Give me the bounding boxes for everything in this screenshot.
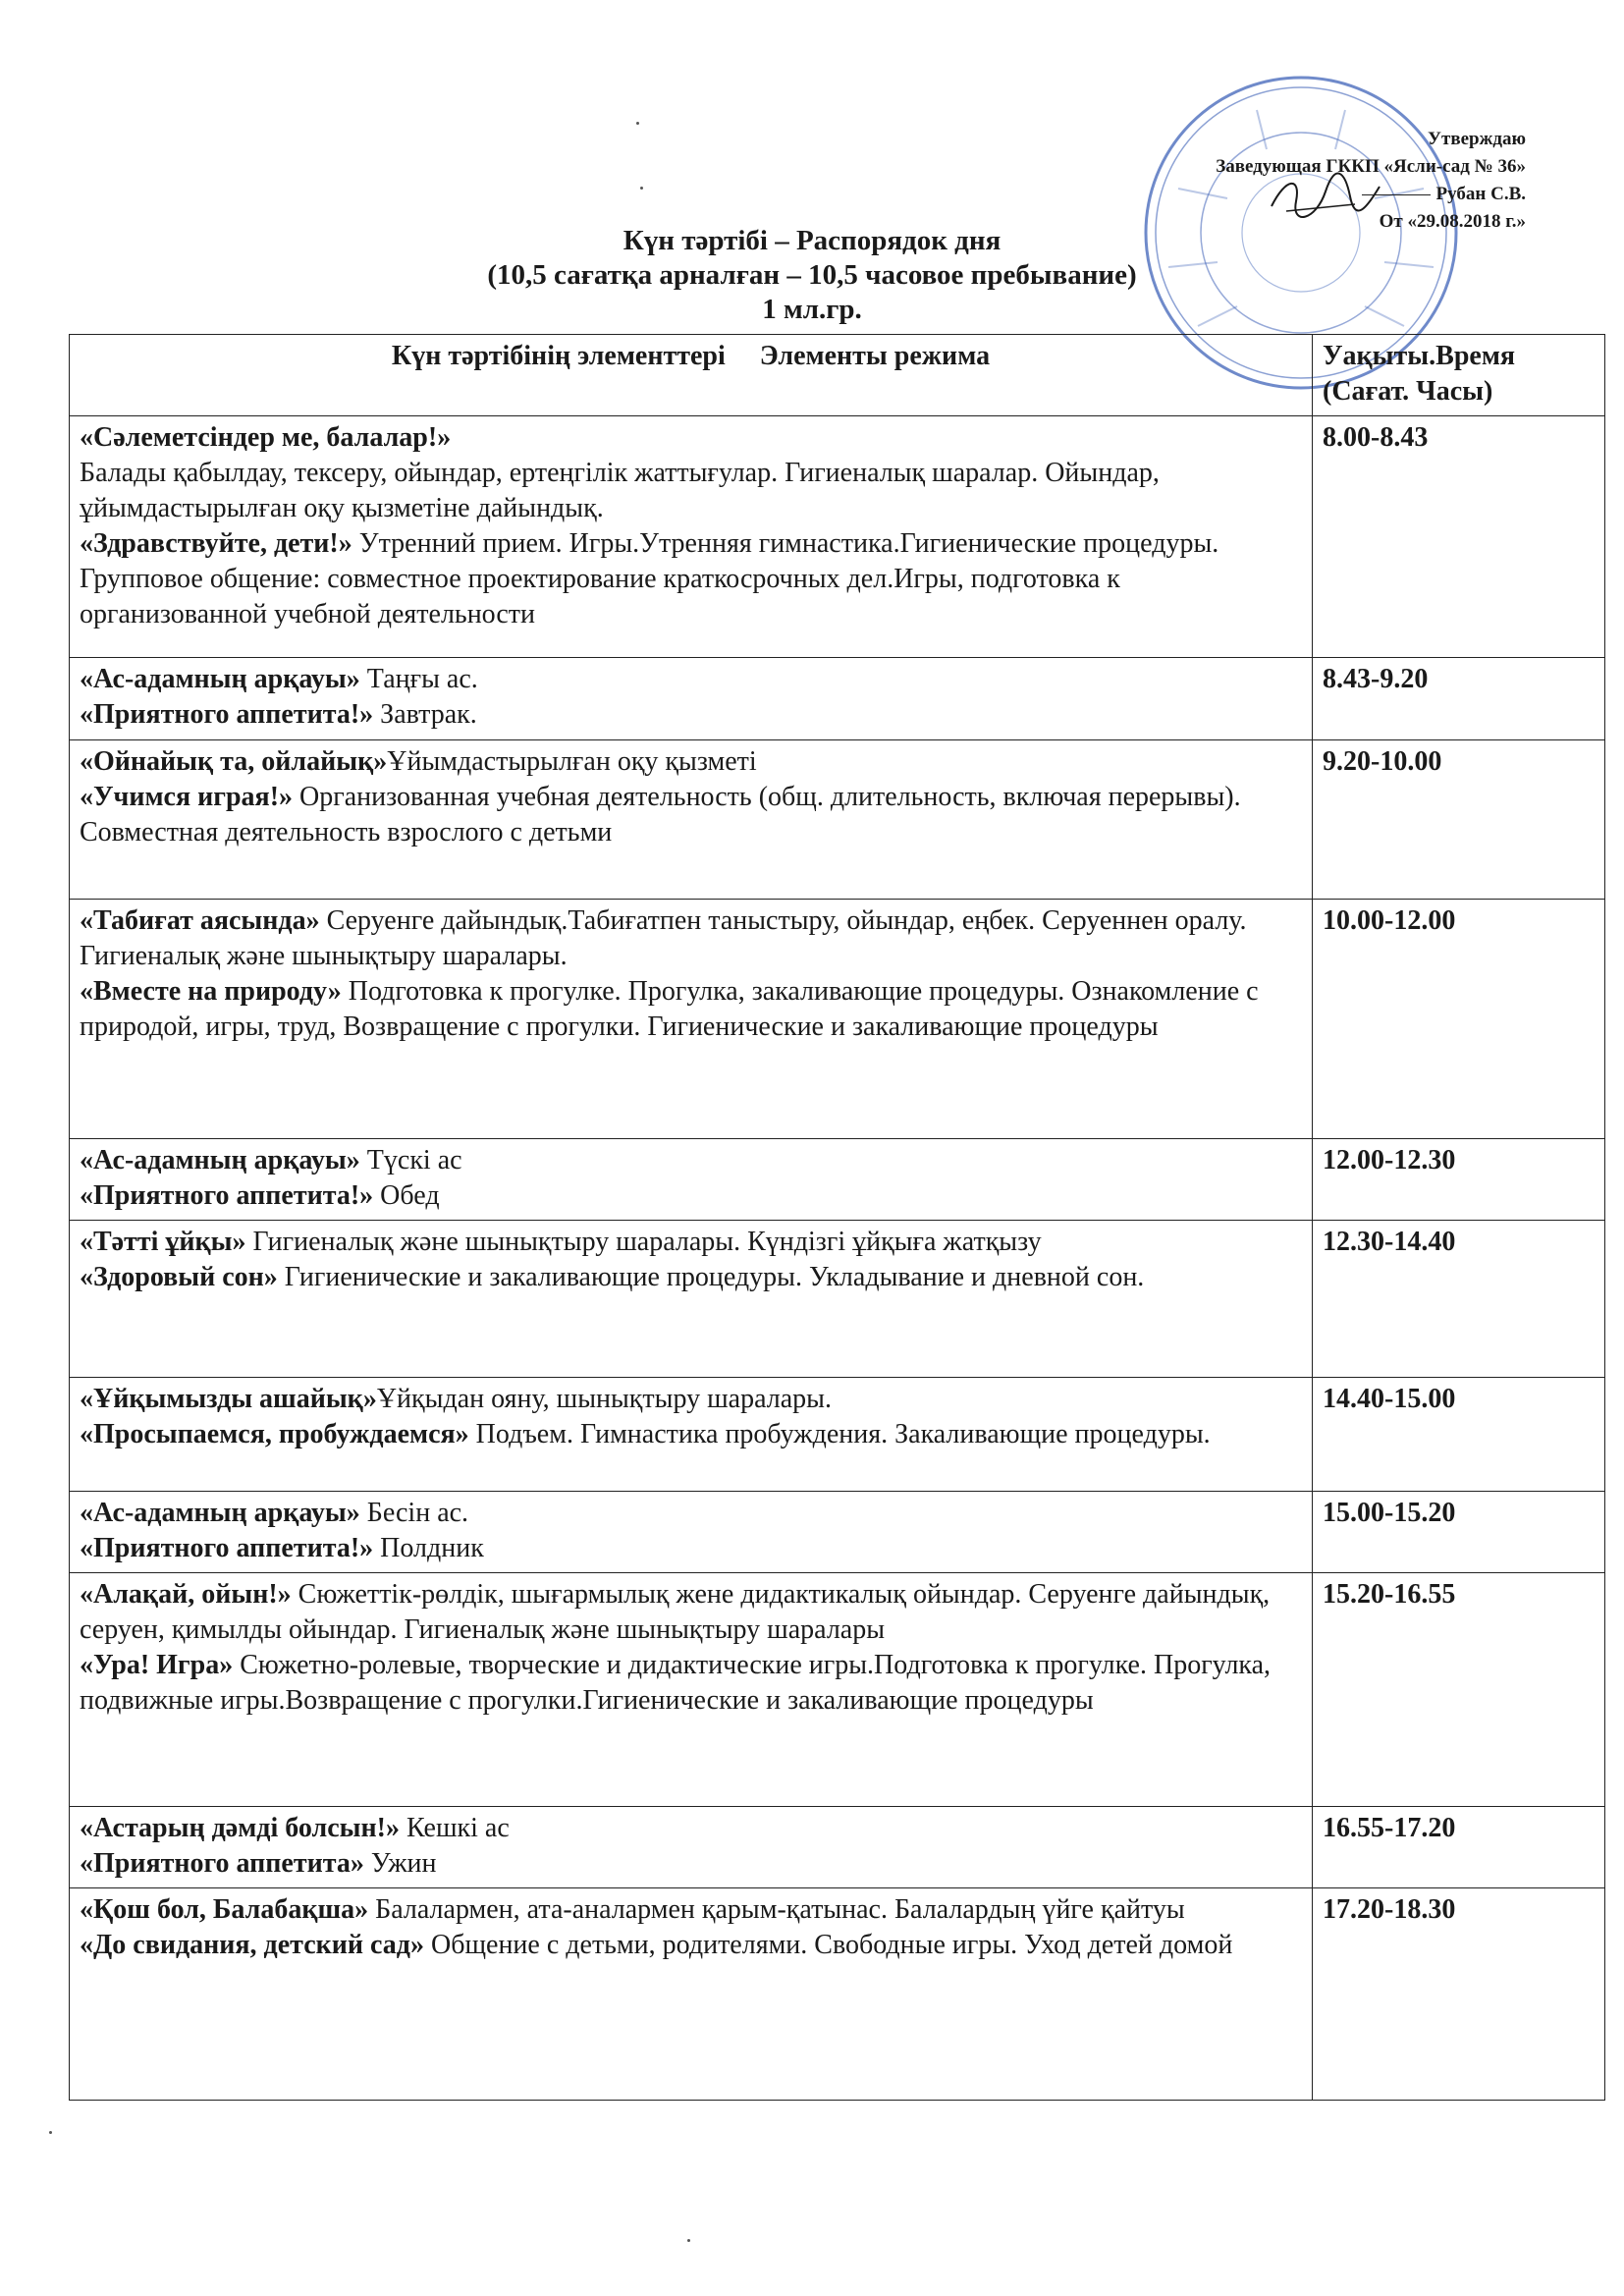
scan-speck [49,2131,52,2134]
activity-cell [70,1888,1313,2101]
kk-text: Ұйымдастырылған оқу қызметі [387,746,757,777]
ru-text: Ужин [363,1848,437,1879]
table-row [70,1139,1605,1221]
table-row [70,416,1605,658]
ru-title: «Приятного аппетита!» [80,1180,374,1211]
ru-text: Подготовка к прогулке. Прогулка, закаливающие процедуры. Ознакомление с природой, игры, труд, Возвращение с прогулки. Гигиенические и закаливающие процедуры [80,976,1259,1042]
ru-title: «Ура! Игра» [80,1650,234,1680]
time-cell: 12.30-14.40 [1313,1221,1605,1378]
document-subtitle: (10,5 сағатқа арналған – 10,5 часовое пребывание) [487,259,1137,291]
activity-cell [70,900,1313,1139]
table-row [70,900,1605,1139]
kk-title: «Ас-адамның арқауы» [80,1145,360,1175]
header-time-line1: Уақыты.Время [1323,341,1516,371]
scan-speck [687,2239,690,2242]
ru-text: Обед [373,1180,440,1211]
approval-title: Утверждаю [1428,129,1526,149]
table-row [70,1573,1605,1807]
time-cell: 14.40-15.00 [1313,1378,1605,1492]
ru-title: «Учимся играя!» [80,782,294,812]
table-header-row [70,335,1605,416]
ru-title: «Приятного аппетита!» [80,699,374,730]
ru-text: Завтрак. [373,699,477,730]
time-cell: 8.43-9.20 [1313,658,1605,740]
header-activity: Күн тәртібінің элементтері Элементы режима [70,335,1313,416]
activity-cell [70,658,1313,740]
ru-text: Организованная учебная деятельность (общ. длительность, включая перерывы). Совместная деятельность взрослого с детьми [80,782,1241,847]
activity-cell [70,416,1313,658]
document-title: Күн тәртібі – Распорядок дня [623,225,1001,256]
kk-title: «Ас-адамның арқауы» [80,1498,360,1528]
time-cell: 8.00-8.43 [1313,416,1605,658]
approval-name [1094,181,1526,208]
ru-text: Гигиенические и закаливающие процедуры. Укладывание и дневной сон. [277,1262,1145,1292]
ru-title: «Здоровый сон» [80,1262,278,1292]
time-cell: 16.55-17.20 [1313,1807,1605,1888]
kk-text: Таңғы ас. [359,664,478,694]
time-cell: 10.00-12.00 [1313,900,1605,1139]
table-row [70,658,1605,740]
time-cell: 9.20-10.00 [1313,740,1605,900]
kk-title: «Алақай, ойын!» [80,1579,292,1610]
kk-text: Кешкі ас [399,1813,510,1843]
kk-text: Серуенге дайындық.Табиғатпен таныстыру, ойындар, еңбек. Серуеннен оралу. Гигиеналық және шынықтыру шаралары. [80,905,1247,971]
activity-cell [70,1139,1313,1221]
kk-title: «Ұйқымызды ашайық» [80,1384,377,1414]
time-cell: 15.00-15.20 [1313,1492,1605,1573]
kk-title: «Сәлеметсіндер ме, балалар!» [80,422,452,453]
activity-cell [70,1807,1313,1888]
kk-title: «Астарың дәмді болсын!» [80,1813,400,1843]
kk-text: Бесін ас. [359,1498,469,1528]
kk-text: Балады қабылдау, тексеру, ойындар, ертеңгілік жаттығулар. Гигиеналық шаралар. Ойындар, ұйымдастырылған оқу қызметіне дайындық. [80,458,1160,523]
time-cell: 15.20-16.55 [1313,1573,1605,1807]
activity-cell [70,1573,1313,1807]
ru-title: «Просыпаемся, пробуждаемся» [80,1419,469,1449]
header-time-line2: (Сағат. Часы) [1323,376,1493,407]
kk-text: Балалармен, ата-аналармен қарым-қатынас. Балалардың үйге қайтуы [368,1894,1185,1925]
approval-name-text: Рубан С.В. [1435,184,1526,204]
activity-cell [70,740,1313,900]
table-row [70,1221,1605,1378]
scan-speck [636,122,639,125]
kk-title: «Ойнайық та, ойлайық» [80,746,388,777]
activity-cell [70,1378,1313,1492]
kk-text: Сюжеттік-рөлдік, шығармылық жене дидактикалық ойындар. Серуенге дайындық, серуен, қимылды ойындар. Гигиеналық және шынықтыру шаралары [80,1579,1271,1645]
activity-cell [70,1492,1313,1573]
time-cell: 17.20-18.30 [1313,1888,1605,2101]
kk-text: Ұйқыдан ояну, шынықтыру шаралары. [376,1384,832,1414]
ru-text: Полдник [373,1533,484,1563]
ru-title: «Приятного аппетита» [80,1848,364,1879]
kk-title: «Табиғат аясында» [80,905,320,936]
approval-block [1094,126,1526,236]
header-time [1313,335,1605,416]
approval-date: От «29.08.2018 г.» [1379,211,1526,232]
signature-line [1362,194,1431,195]
table-row [70,1378,1605,1492]
table-row [70,1888,1605,2101]
kk-text: Түскі ас [359,1145,462,1175]
ru-text: Утренний прием. Игры.Утренняя гимнастика.Гигиенические процедуры. Групповое общение: совместное проектирование краткосрочных дел.Игры, подготовка к организованной учебной деятельности [80,528,1219,629]
group-label: 1 мл.гр. [762,294,862,325]
ru-title: «Здравствуйте, дети!» [80,528,352,559]
document-header [0,224,1624,327]
ru-text: Общение с детьми, родителями. Свободные игры. Уход детей домой [423,1930,1233,1960]
kk-title: «Қош бол, Балабақша» [80,1894,369,1925]
table-row [70,1807,1605,1888]
approval-position: Заведующая ГККП «Ясли-сад № 36» [1216,156,1526,177]
ru-text: Сюжетно-ролевые, творческие и дидактические игры.Подготовка к прогулке. Прогулка, подвижные игры.Возвращение с прогулки.Гигиенические и закаливающие процедуры [80,1650,1272,1716]
kk-text: Гигиеналық және шынықтыру шаралары. Күндізгі ұйқыға жатқызу [245,1227,1042,1257]
table-row [70,740,1605,900]
kk-title: «Ас-адамның арқауы» [80,664,360,694]
ru-title: «До свидания, детский сад» [80,1930,424,1960]
scan-speck [640,187,643,190]
ru-text: Подъем. Гимнастика пробуждения. Закаливающие процедуры. [468,1419,1211,1449]
kk-title: «Тәтті ұйқы» [80,1227,246,1257]
activity-cell [70,1221,1313,1378]
time-cell: 12.00-12.30 [1313,1139,1605,1221]
ru-title: «Приятного аппетита!» [80,1533,374,1563]
ru-title: «Вместе на природу» [80,976,342,1007]
schedule-table [69,334,1605,2101]
table-row [70,1492,1605,1573]
